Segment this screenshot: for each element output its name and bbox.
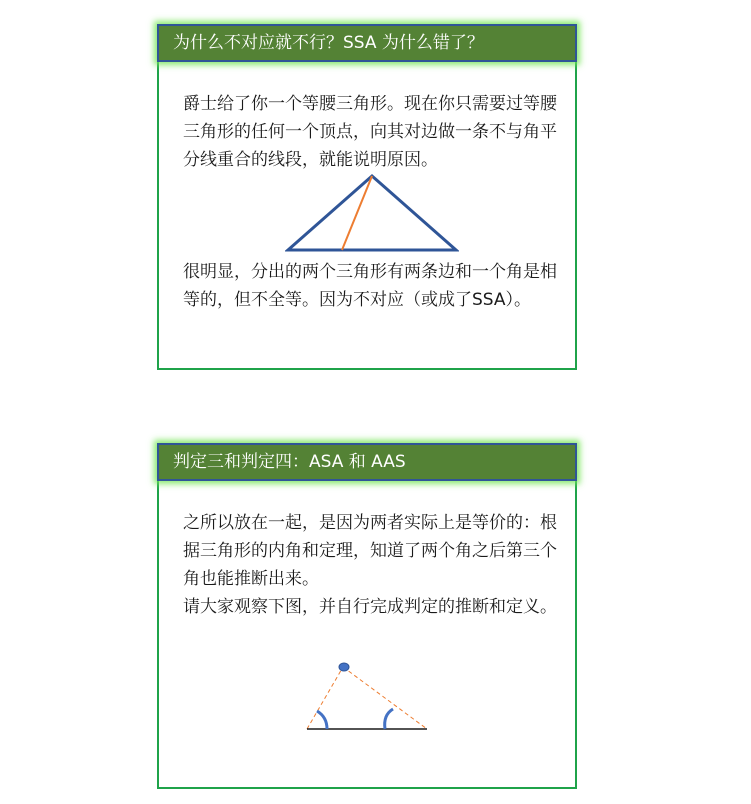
isosceles-triangle	[288, 176, 456, 250]
left-angle-arc	[317, 711, 327, 729]
section-asa-aas-paragraph-1: 之所以放在一起，是因为两者实际上是等价的：根据三角形的内角和定理，知道了两个角之后第三个角也能推断出来。	[183, 513, 557, 589]
apex-point	[339, 663, 349, 671]
section-asa-aas-card	[157, 443, 577, 789]
section-ssa-paragraph-1: 爵士给了你一个等腰三角形。现在你只需要过等腰三角形的任何一个顶点，向其对边做一条不与角平分线重合的线段，就能说明原因。	[183, 94, 557, 170]
section-ssa-header: 为什么不对应就不行？SSA 为什么错了？	[157, 24, 577, 62]
isosceles-triangle-diagram	[285, 174, 459, 254]
section-asa-aas-paragraph-2: 请大家观察下图，并自行完成判定的推断和定义。	[183, 597, 557, 617]
section-ssa-body	[183, 90, 565, 310]
section-ssa-card	[157, 24, 577, 370]
section-asa-aas-header: 判定三和判定四：ASA 和 AAS	[157, 443, 577, 481]
non-bisector-segment	[342, 176, 372, 250]
section-ssa-paragraph-2: 很明显，分出的两个三角形有两条边和一个角是相等的，但不全等。因为不对应（或成了SSA）。	[183, 262, 557, 310]
two-angle-triangle-diagram	[305, 661, 429, 733]
right-angle-arc	[385, 709, 393, 729]
section-asa-aas-body	[183, 509, 565, 621]
